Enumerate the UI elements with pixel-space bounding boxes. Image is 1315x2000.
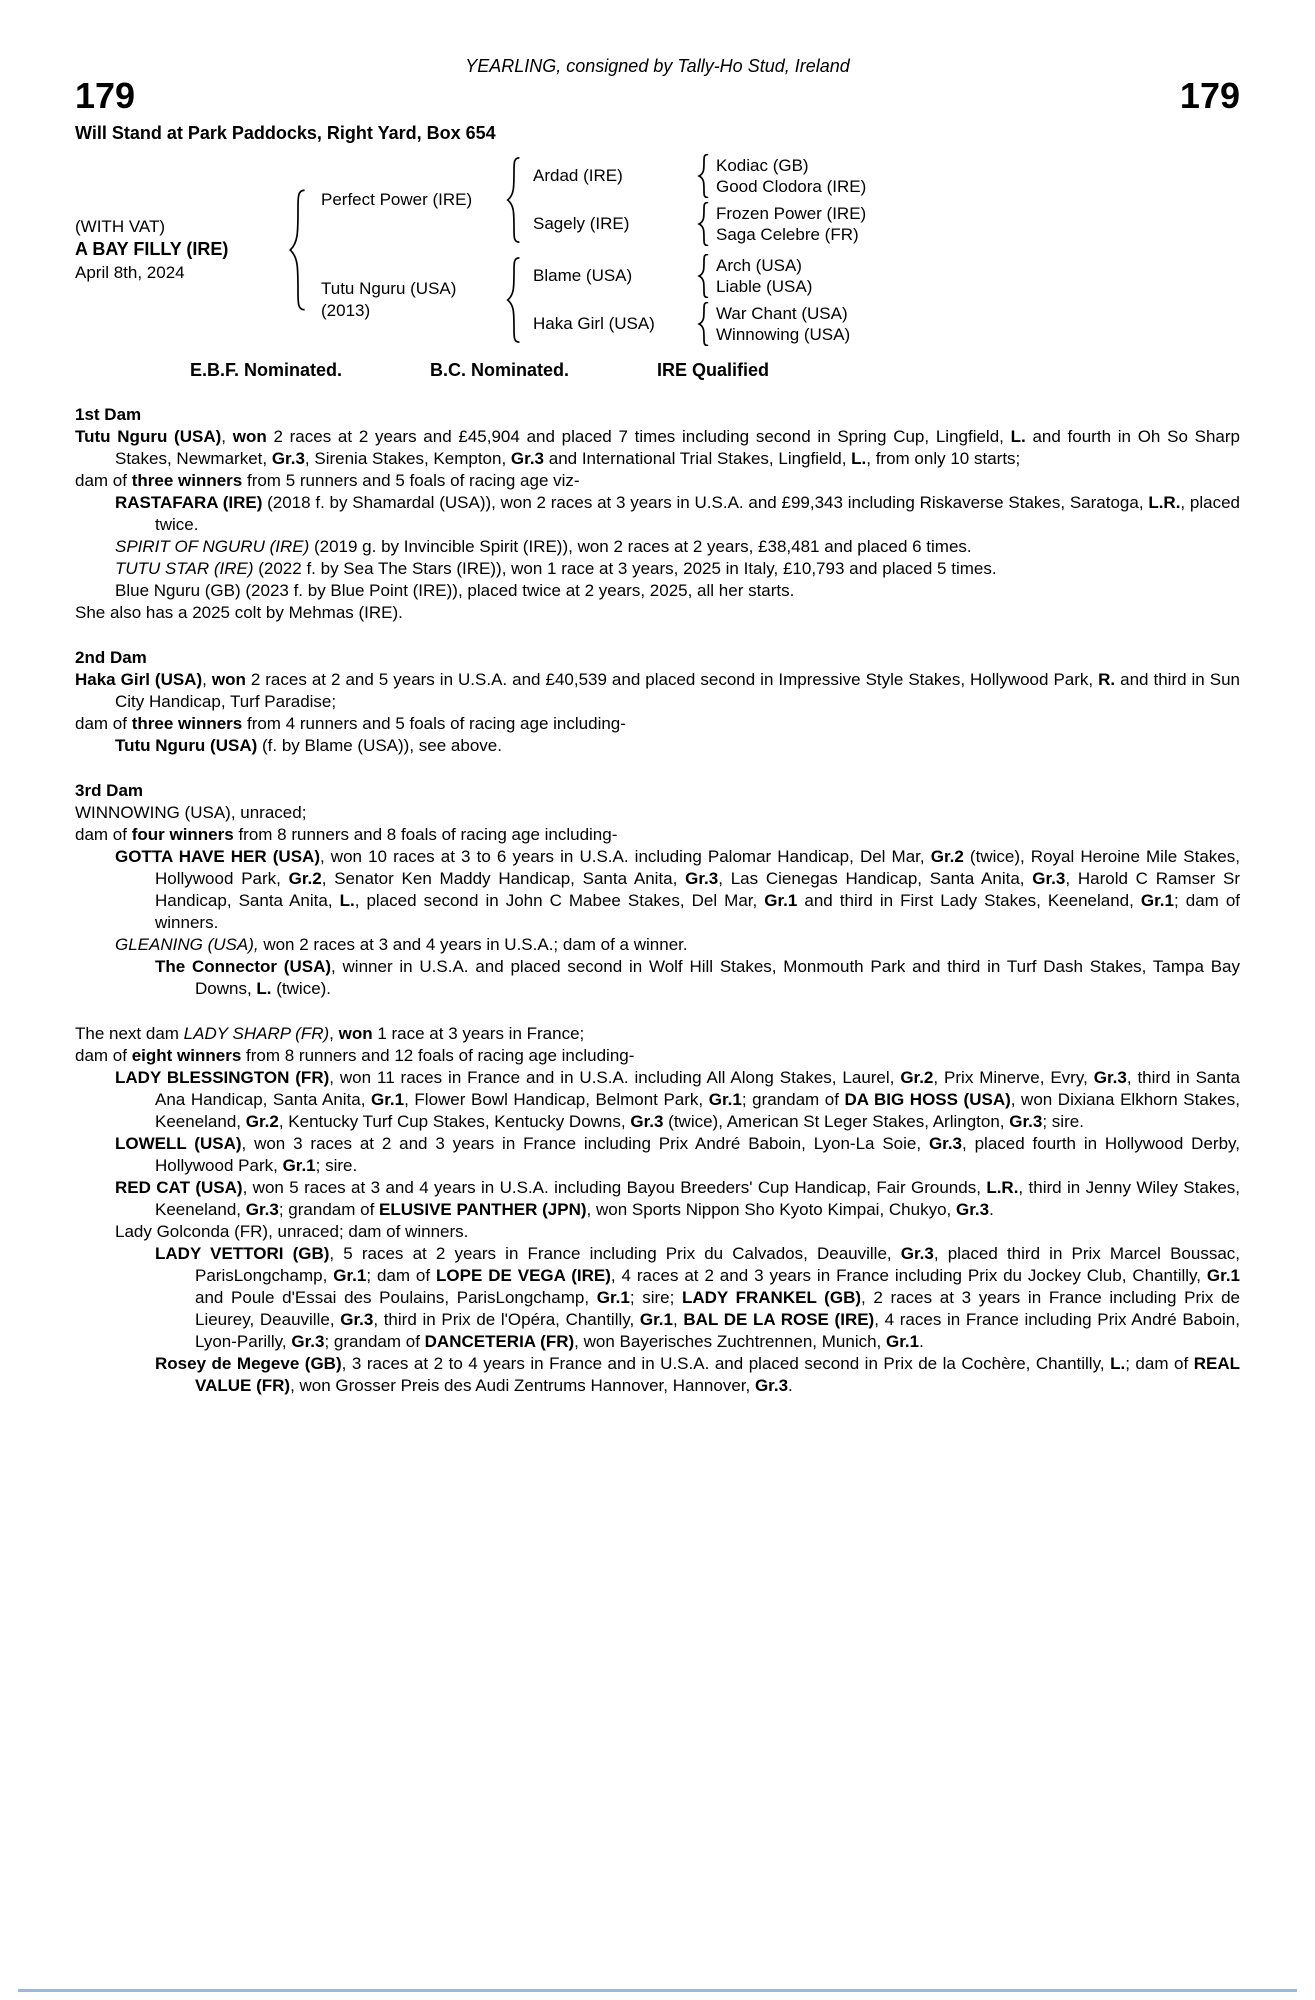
text-run: , placed second in John C Mabee Stakes, Del Mar, bbox=[354, 890, 765, 910]
text-run: , bbox=[673, 1309, 684, 1329]
text-run: DANCETERIA (FR) bbox=[424, 1331, 575, 1351]
text-run: LADY VETTORI (GB) bbox=[155, 1243, 330, 1263]
lot-number-left: 179 bbox=[75, 75, 136, 116]
text-run: LADY SHARP (FR) bbox=[183, 1023, 330, 1043]
pedigree-table bbox=[75, 154, 1240, 346]
text-run: , Harold C Ramser Sr Handicap, Santa Anita, bbox=[155, 868, 1240, 910]
text-run: Gr.3 bbox=[1009, 1111, 1043, 1131]
text-run: , 5 races at 2 years in France including Prix du Calvados, Deauville, bbox=[329, 1243, 901, 1263]
text-run: , won 3 races at 2 and 3 years in France including Prix André Baboin, Lyon-La Soie, bbox=[241, 1133, 929, 1153]
offspring-tutu-star bbox=[75, 558, 1240, 580]
text-run: Gr.3 bbox=[630, 1111, 664, 1131]
consignor-line: YEARLING, consigned by Tally-Ho Stud, Ireland bbox=[465, 56, 850, 76]
text-run: , bbox=[202, 669, 212, 689]
text-run: and third in First Lady Stakes, Keeneland, bbox=[797, 890, 1141, 910]
great-grandsire-name: War Chant (USA) bbox=[716, 303, 848, 323]
text-run: Gr.1 bbox=[333, 1265, 367, 1285]
offspring-rosey-de-megeve bbox=[75, 1353, 1240, 1397]
text-run: . bbox=[989, 1199, 994, 1219]
text-run: , Prix Minerve, Evry, bbox=[933, 1067, 1094, 1087]
text-run: , placed twice. bbox=[155, 492, 1240, 534]
text-run: , bbox=[329, 1023, 339, 1043]
offspring-tutu-nguru-ref bbox=[75, 735, 1240, 757]
text-run: Lady Golconda (FR), unraced; dam of winners. bbox=[115, 1221, 469, 1241]
text-run: L. bbox=[339, 890, 355, 910]
text-run: three winners bbox=[131, 713, 243, 733]
text-run: Gr.1 bbox=[1206, 1265, 1241, 1285]
brace-icon bbox=[505, 157, 523, 243]
great-granddam-name: Good Clodora (IRE) bbox=[716, 176, 867, 196]
text-run: She also has a 2025 colt by Mehmas (IRE). bbox=[75, 602, 403, 622]
text-run: The Connector (USA) bbox=[155, 956, 332, 976]
text-run: Gr.2 bbox=[900, 1067, 934, 1087]
text-run: Gr.1 bbox=[764, 890, 798, 910]
first-dam-produce-summary bbox=[75, 470, 1240, 492]
next-dam-record bbox=[75, 1023, 1240, 1045]
text-run: , from only 10 starts; bbox=[866, 448, 1021, 468]
text-run: Gr.1 bbox=[596, 1287, 630, 1307]
brace-icon bbox=[697, 154, 711, 198]
text-run: and International Trial Stakes, Lingfield, bbox=[544, 448, 852, 468]
text-run: dam of bbox=[75, 1045, 132, 1065]
text-run: 2 races at 2 and 5 years in U.S.A. and £40,539 and placed second in Impressive Style Stakes, Hollywood Park, bbox=[245, 669, 1099, 689]
brace-icon bbox=[697, 254, 711, 298]
maternal-granddam-row bbox=[527, 302, 850, 346]
text-run: and third in Sun City Handicap, Turf Paradise; bbox=[115, 669, 1240, 711]
brace-icon bbox=[287, 189, 309, 311]
section-heading-3rd-dam bbox=[75, 780, 1240, 802]
offspring-gotta-have-her bbox=[75, 846, 1240, 934]
text-run: Gr.1 bbox=[371, 1089, 405, 1109]
text-run: , placed third in Prix Marcel Boussac, ParisLongchamp, bbox=[195, 1243, 1241, 1285]
text-run: . bbox=[919, 1331, 924, 1351]
text-run: won 2 races at 3 and 4 years in U.S.A.; dam of a winner. bbox=[258, 934, 688, 954]
great-grandparents bbox=[716, 203, 866, 245]
text-run: GOTTA HAVE HER (USA) bbox=[115, 846, 320, 866]
text-run: , third in Jenny Wiley Stakes, Keeneland, bbox=[155, 1177, 1240, 1219]
text-run: Gr.3 bbox=[340, 1309, 374, 1329]
text-run: Gr.3 bbox=[754, 1375, 789, 1395]
great-granddam-name: Winnowing (USA) bbox=[716, 324, 851, 344]
text-run: 3rd Dam bbox=[75, 780, 144, 800]
text-run: (f. by Blame (USA)), see above. bbox=[257, 735, 502, 755]
page-edge-line bbox=[18, 1989, 1297, 1992]
second-dam-produce-summary bbox=[75, 713, 1240, 735]
text-run: Gr.1 bbox=[282, 1155, 316, 1175]
text-run: ; grandam of bbox=[324, 1331, 425, 1351]
text-run: (2018 f. by Shamardal (USA)), won 2 races at 3 years in U.S.A. and £99,343 including Riskaverse Stakes, Saratoga, bbox=[262, 492, 1149, 512]
next-dam-produce-summary bbox=[75, 1045, 1240, 1067]
dam-row bbox=[315, 254, 866, 346]
text-run: , third in Prix de l'Opéra, Chantilly, bbox=[373, 1309, 640, 1329]
text-run: Gr.3 bbox=[245, 1199, 279, 1219]
offspring-the-connector bbox=[75, 956, 1240, 1000]
text-run: Gr.3 bbox=[1093, 1067, 1127, 1087]
text-run: Gr.3 bbox=[685, 868, 719, 888]
text-run: 2 races at 2 years and £45,904 and placed 7 times including second in Spring Cup, Lingfield, bbox=[266, 426, 1011, 446]
offspring-spirit-of-nguru bbox=[75, 536, 1240, 558]
text-run: , winner in U.S.A. and placed second in Wolf Hill Stakes, Monmouth Park and third in Turf Dash Stakes, Tampa Bay Downs, bbox=[195, 956, 1240, 998]
text-run: Gr.3 bbox=[510, 448, 545, 468]
text-run: , Senator Ken Maddy Handicap, Santa Anita, bbox=[321, 868, 686, 888]
section-heading-2nd-dam bbox=[75, 647, 1240, 669]
text-run: DA BIG HOSS (USA) bbox=[844, 1089, 1011, 1109]
text-run: L. bbox=[1110, 1353, 1126, 1373]
paternal-granddam-name: Sagely (IRE) bbox=[533, 214, 630, 234]
text-run: , won Sports Nippon Sho Kyoto Kimpai, Chukyo, bbox=[586, 1199, 956, 1219]
text-run: , won Bayerisches Zuchtrennen, Munich, bbox=[574, 1331, 886, 1351]
text-run: , Flower Bowl Handicap, Belmont Park, bbox=[404, 1089, 709, 1109]
text-run: RED CAT (USA) bbox=[115, 1177, 243, 1197]
text-run: Gr.2 bbox=[288, 868, 322, 888]
text-run: , 2 races at 3 years in France including Prix de Lieurey, Deauville, bbox=[195, 1287, 1240, 1329]
text-run: (2022 f. by Sea The Stars (IRE)), won 1 race at 3 years, 2025 in Italy, £10,793 and placed 5 times. bbox=[253, 558, 997, 578]
brace-icon bbox=[505, 257, 523, 343]
offspring-gleaning bbox=[75, 934, 1240, 956]
text-run: ; grandam of bbox=[278, 1199, 380, 1219]
first-dam-note bbox=[75, 602, 1240, 624]
text-run: Tutu Nguru (USA) bbox=[115, 735, 258, 755]
text-run: Gr.1 bbox=[639, 1309, 673, 1329]
text-run: ; sire; bbox=[629, 1287, 682, 1307]
text-run: , bbox=[221, 426, 233, 446]
dam-name-block bbox=[321, 278, 505, 322]
horse-info bbox=[75, 215, 287, 284]
text-run: from 8 runners and 8 foals of racing age including- bbox=[233, 824, 618, 844]
text-run: 2nd Dam bbox=[75, 647, 147, 667]
text-run: won bbox=[338, 1023, 373, 1043]
foal-date: April 8th, 2024 bbox=[75, 263, 185, 283]
lot-number-row bbox=[75, 77, 1240, 115]
text-run: from 4 runners and 5 foals of racing age including- bbox=[242, 713, 626, 733]
text-run: ; sire. bbox=[1042, 1111, 1084, 1131]
text-run: Gr.3 bbox=[291, 1331, 325, 1351]
text-run: L.R. bbox=[986, 1177, 1019, 1197]
great-grandsire-name: Kodiac (GB) bbox=[716, 155, 809, 175]
lot-number-right: 179 bbox=[1179, 75, 1240, 116]
text-run: TUTU STAR (IRE) bbox=[115, 558, 254, 578]
text-run: eight winners bbox=[131, 1045, 242, 1065]
maternal-granddam-name: Haka Girl (USA) bbox=[533, 314, 655, 334]
paternal-grandsire-row bbox=[527, 154, 866, 198]
text-run: LADY FRANKEL (GB) bbox=[681, 1287, 862, 1307]
text-run: dam of bbox=[75, 824, 132, 844]
bc-nomination: B.C. Nominated. bbox=[430, 359, 570, 380]
text-run: R. bbox=[1098, 669, 1116, 689]
text-run: SPIRIT OF NGURU (IRE) bbox=[115, 536, 310, 556]
text-run: RASTAFARA (IRE) bbox=[115, 492, 263, 512]
offspring-red-cat bbox=[75, 1177, 1240, 1221]
text-run: Gr.3 bbox=[928, 1133, 963, 1153]
text-run: , Kentucky Turf Cup Stakes, Kentucky Downs, bbox=[278, 1111, 631, 1131]
text-run: Blue Nguru (GB) (2023 f. by Blue Point (IRE)), placed twice at 2 years, 2025, all her starts. bbox=[115, 580, 795, 600]
text-run: , placed fourth in Hollywood Derby, Hollywood Park, bbox=[155, 1133, 1240, 1175]
text-run: L.R. bbox=[1148, 492, 1181, 512]
text-run: , won 11 races in France and in U.S.A. including All Along Stakes, Laurel, bbox=[329, 1067, 901, 1087]
sire-name: Perfect Power (IRE) bbox=[321, 189, 473, 209]
text-run: Gr.3 bbox=[900, 1243, 934, 1263]
third-dam-record bbox=[75, 802, 1240, 824]
text-run: Gr.1 bbox=[886, 1331, 920, 1351]
great-grandsire-name: Frozen Power (IRE) bbox=[716, 203, 867, 223]
great-granddam-name: Saga Celebre (FR) bbox=[716, 224, 859, 244]
brace-icon bbox=[697, 202, 711, 246]
text-run: L. bbox=[1010, 426, 1026, 446]
nominations-row bbox=[75, 360, 1240, 381]
first-dam-record bbox=[75, 426, 1240, 470]
text-run: , won 5 races at 3 and 4 years in U.S.A. including Bayou Breeders' Cup Handicap, Fair Grounds, bbox=[242, 1177, 987, 1197]
text-run: L. bbox=[256, 978, 272, 998]
text-run: , third in Santa Ana Handicap, Santa Anita, bbox=[155, 1067, 1241, 1109]
text-run: GLEANING (USA), bbox=[115, 934, 259, 954]
offspring-rastafara bbox=[75, 492, 1240, 536]
text-run: won bbox=[211, 669, 246, 689]
text-run: dam of bbox=[75, 470, 132, 490]
dam-name: Tutu Nguru (USA) bbox=[321, 278, 457, 298]
great-grandparents bbox=[716, 303, 850, 345]
text-run: ; sire. bbox=[315, 1155, 358, 1175]
text-run: REAL VALUE (FR) bbox=[195, 1353, 1240, 1395]
pedigree-text bbox=[75, 404, 1240, 1397]
paternal-grandparents bbox=[527, 154, 866, 246]
text-run: , 3 races at 2 to 4 years in France and in U.S.A. and placed second in Prix de la Cochère, Chantilly, bbox=[341, 1353, 1111, 1373]
text-run: ELUSIVE PANTHER (JPN) bbox=[379, 1199, 587, 1219]
text-run: and Poule d'Essai des Poulains, ParisLongchamp, bbox=[195, 1287, 597, 1307]
text-run: Gr.3 bbox=[1032, 868, 1066, 888]
text-run: LOWELL (USA) bbox=[115, 1133, 242, 1153]
text-run: three winners bbox=[131, 470, 243, 490]
dam-year: (2013) bbox=[321, 300, 371, 320]
text-run: LOPE DE VEGA (IRE) bbox=[436, 1265, 611, 1285]
text-run: from 5 runners and 5 foals of racing age viz- bbox=[242, 470, 580, 490]
text-run: The next dam bbox=[75, 1023, 184, 1043]
text-run: 1st Dam bbox=[75, 404, 142, 424]
text-run: 1 race at 3 years in France; bbox=[372, 1023, 585, 1043]
text-run: (twice), Royal Heroine Mile Stakes, Hollywood Park, bbox=[155, 846, 1240, 888]
stand-location-line: Will Stand at Park Paddocks, Right Yard, Box 654 bbox=[75, 122, 496, 143]
text-run: from 8 runners and 12 foals of racing age including- bbox=[241, 1045, 635, 1065]
text-run: Gr.3 bbox=[271, 448, 305, 468]
great-grandsire-name: Arch (USA) bbox=[716, 255, 802, 275]
text-run: ; dam of bbox=[366, 1265, 437, 1285]
text-run: Rosey de Megeve (GB) bbox=[155, 1353, 342, 1373]
text-run: LADY BLESSINGTON (FR) bbox=[115, 1067, 330, 1087]
second-dam-record bbox=[75, 669, 1240, 713]
maternal-grandsire-name: Blame (USA) bbox=[533, 266, 633, 286]
parents-column bbox=[315, 154, 866, 346]
ebf-nomination: E.B.F. Nominated. bbox=[190, 359, 343, 380]
offspring-lady-vettori bbox=[75, 1243, 1240, 1353]
text-run: ; dam of winners. bbox=[155, 890, 1241, 932]
text-run: Gr.2 bbox=[930, 846, 964, 866]
offspring-lady-golconda bbox=[75, 1221, 1240, 1243]
great-grandparents bbox=[716, 155, 866, 197]
text-run: (twice). bbox=[271, 978, 332, 998]
text-run: won bbox=[232, 426, 267, 446]
text-run: WINNOWING (USA), unraced; bbox=[75, 802, 307, 822]
offspring-lowell bbox=[75, 1133, 1240, 1177]
text-run: and fourth in Oh So Sharp Stakes, Newmarket, bbox=[115, 426, 1240, 468]
offspring-lady-blessington bbox=[75, 1067, 1240, 1133]
text-run: Gr.1 bbox=[1140, 890, 1174, 910]
maternal-grandparents bbox=[527, 254, 850, 346]
text-run: four winners bbox=[131, 824, 234, 844]
ire-qualified: IRE Qualified bbox=[657, 359, 770, 380]
text-run: , won Grosser Preis des Audi Zentrums Hannover, Hannover, bbox=[290, 1375, 755, 1395]
text-run: (2019 g. by Invincible Spirit (IRE)), won 2 races at 2 years, £38,481 and placed 6 times. bbox=[309, 536, 972, 556]
paternal-grandsire-name: Ardad (IRE) bbox=[533, 166, 623, 186]
text-run: , won Dixiana Elkhorn Stakes, Keeneland, bbox=[155, 1089, 1240, 1131]
text-run: . bbox=[788, 1375, 793, 1395]
sire-row bbox=[315, 154, 866, 246]
text-run: Haka Girl (USA) bbox=[75, 669, 203, 689]
paternal-granddam-row bbox=[527, 202, 866, 246]
text-run: Tutu Nguru (USA) bbox=[75, 426, 222, 446]
text-run: ; grandam of bbox=[741, 1089, 845, 1109]
section-heading-1st-dam bbox=[75, 404, 1240, 426]
text-run: , won 10 races at 3 to 6 years in U.S.A. including Palomar Handicap, Del Mar, bbox=[319, 846, 931, 866]
brace-icon bbox=[697, 302, 711, 346]
text-run: Gr.1 bbox=[708, 1089, 742, 1109]
maternal-grandsire-row bbox=[527, 254, 850, 298]
text-run: L. bbox=[851, 448, 867, 468]
vat-note: (WITH VAT) bbox=[75, 217, 166, 237]
text-run: , 4 races at 2 and 3 years in France including Prix du Jockey Club, Chantilly, bbox=[610, 1265, 1207, 1285]
text-run: dam of bbox=[75, 713, 132, 733]
text-run: BAL DE LA ROSE (IRE) bbox=[683, 1309, 875, 1329]
text-run: (twice), American St Leger Stakes, Arlington, bbox=[663, 1111, 1010, 1131]
great-grandparents bbox=[716, 255, 812, 297]
text-run: , Sirenia Stakes, Kempton, bbox=[304, 448, 511, 468]
great-granddam-name: Liable (USA) bbox=[716, 276, 813, 296]
offspring-blue-nguru bbox=[75, 580, 1240, 602]
text-run: , Las Cienegas Handicap, Santa Anita, bbox=[718, 868, 1033, 888]
text-run: Gr.3 bbox=[955, 1199, 990, 1219]
text-run: , 4 races in France including Prix André Baboin, Lyon-Parilly, bbox=[195, 1309, 1240, 1351]
horse-name: A BAY FILLY (IRE) bbox=[75, 239, 229, 260]
text-run: Gr.2 bbox=[245, 1111, 279, 1131]
third-dam-produce-summary bbox=[75, 824, 1240, 846]
text-run: ; dam of bbox=[1125, 1353, 1194, 1373]
